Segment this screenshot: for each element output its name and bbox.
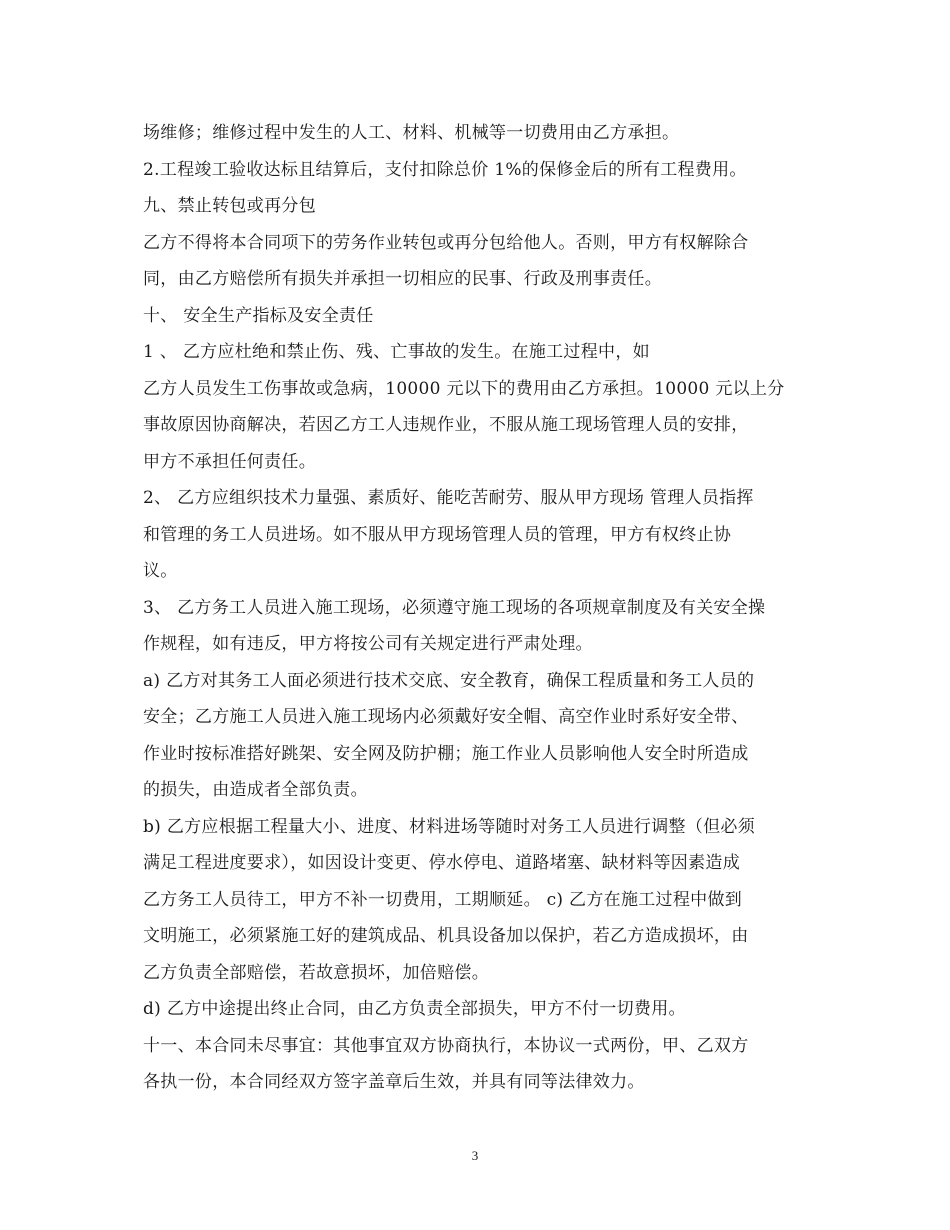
text-line: 2.工程竣工验收达标且结算后，支付扣除总价 1%的保修金后的所有工程费用。: [143, 159, 747, 180]
text-line: 3、 乙方务工人员进入施工现场，必须遵守施工现场的各项规章制度及有关安全操: [143, 597, 766, 618]
text-line: 作业时按标准搭好跳架、安全网及防护棚；施工作业人员影响他人安全时所造成: [143, 743, 749, 764]
text-line: a) 乙方对其务工人面必须进行技术交底、安全教育，确保工程质量和务工人员的: [143, 670, 755, 691]
text-line: b) 乙方应根据工程量大小、进度、材料进场等随时对务工人员进行调整（但必须: [143, 816, 756, 837]
text-line: 乙方不得将本合同项下的劳务作业转包或再分包给他人。否则，甲方有权解除合: [143, 232, 749, 253]
text-line: 文明施工，必须紧施工好的建筑成品、机具设备加以保护，若乙方造成损坏，由: [143, 926, 749, 946]
text-line: 同，由乙方赔偿所有损失并承担一切相应的民事、行政及刑事责任。: [143, 269, 662, 289]
text-line: 2、 乙方应组织技术力量强、素质好、能吃苦耐劳、服从甲方现场 管理人员指挥: [143, 488, 754, 508]
page-number: 3: [471, 1148, 479, 1163]
text-line: 的损失，由造成者全部负责。: [143, 780, 368, 800]
text-line: d) 乙方中途提出终止合同，由乙方负责全部损失，甲方不付一切费用。: [143, 999, 686, 1019]
section-heading: 九、禁止转包或再分包: [143, 196, 316, 216]
text-line: 事故原因协商解决，若因乙方工人违规作业，不服从施工现场管理人员的安排，: [143, 415, 749, 435]
text-line: 议。: [143, 561, 178, 581]
text-line: 乙方务工人员待工，甲方不补一切费用，工期顺延。 c) 乙方在施工过程中做到: [143, 889, 743, 910]
text-line: 作规程，如有违反，甲方将按公司有关规定进行严肃处理。: [143, 634, 593, 654]
text-line: 和管理的务工人员进场。如不服从甲方现场管理人员的管理，甲方有权终止协: [143, 524, 732, 545]
document-body: [143, 115, 823, 1101]
text-line: 满足工程进度要求），如因设计变更、停水停电、道路堵塞、缺材料等因素造成: [143, 853, 740, 873]
text-line: 甲方不承担任何责任。: [143, 451, 316, 472]
text-line: 1 、 乙方应杜绝和禁止伤、残、亡事故的发生。在施工过程中，如: [143, 342, 650, 362]
text-line: 乙方负责全部赔偿，若故意损坏，加倍赔偿。: [143, 962, 489, 983]
text-line: 场维修；维修过程中发生的人工、材料、机械等一切费用由乙方承担。: [143, 123, 680, 143]
text-line: 乙方人员发生工伤事故或急病，10000 元以下的费用由乙方承担。10000 元以上分: [143, 378, 785, 399]
section-heading: 十一、本合同未尽事宜：其他事宜双方协商执行，本协议一式两份，甲、乙双方: [143, 1035, 749, 1056]
section-heading: 十、 安全生产指标及安全责任: [143, 305, 374, 326]
text-line: 安全；乙方施工人员进入施工现场内必须戴好安全帽、高空作业时系好安全带、: [143, 707, 749, 727]
text-line: 各执一份，本合同经双方签字盖章后生效，并具有同等法律效力。: [143, 1072, 645, 1092]
